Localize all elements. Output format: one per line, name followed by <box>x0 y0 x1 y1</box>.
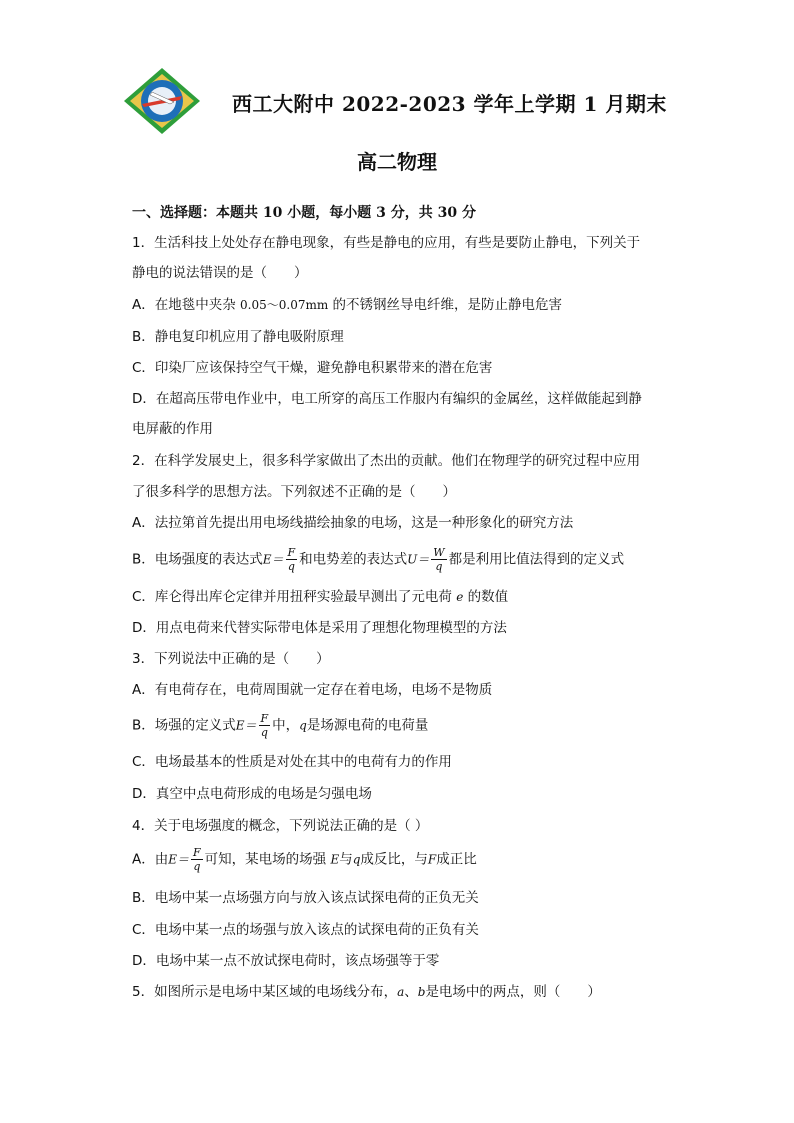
question-3-option-b <box>132 712 428 739</box>
option-text: A．在地毯中夹杂 <box>132 297 241 313</box>
question-1-option-d-line2: 电屏蔽的作用 <box>132 421 213 437</box>
numerator: F <box>193 846 201 859</box>
option-text: A．由 <box>132 851 169 868</box>
document-subtitle: 高二物理 <box>357 150 437 174</box>
variable: b <box>417 985 426 999</box>
school-emblem-icon <box>122 66 202 136</box>
numerator: F <box>287 546 296 559</box>
question-4-option-d: D．电场中某一点不放试探电荷时，该点场强等于零 <box>132 953 440 969</box>
question-2-option-a: A．法拉第首先提出用电场线描绘抽象的电场，这是一种形象化的研究方法 <box>132 515 574 531</box>
denominator: q <box>193 860 201 873</box>
question-1-option-b: B．静电复印机应用了静电吸附原理 <box>132 329 344 345</box>
variable: a <box>397 985 405 999</box>
option-text: 可知，某电场的场强 <box>204 851 331 868</box>
question-1-stem-line2: 静电的说法错误的是（ ） <box>132 265 308 281</box>
question-1-option-d-line1: D．在超高压带电作业中，电工所穿的高压工作服内有编织的金属丝，这样做能起到静 <box>132 391 642 407</box>
question-2-option-c <box>132 588 508 606</box>
question-2-option-b <box>132 546 624 573</box>
option-text: 和电势差的表达式 <box>299 551 408 568</box>
question-2-stem-line1: 2．在科学发展史上，很多科学家做出了杰出的贡献。他们在物理学的研究过程中应用 <box>132 453 641 469</box>
question-4-option-b: B．电场中某一点场强方向与放入该点试探电荷的正负无关 <box>132 890 479 906</box>
question-3-option-c: C．电场最基本的性质是对处在其中的电荷有力的作用 <box>132 754 452 770</box>
question-text: 5．如图所示是电场中某区域的电场线分布， <box>132 984 398 1000</box>
variable: E <box>330 852 340 867</box>
option-text: 的不锈钢丝导电纤维，是防止静电危害 <box>328 297 563 313</box>
option-text: 是场源电荷的电荷量 <box>306 717 429 734</box>
option-text: 成反比，与 <box>360 851 428 868</box>
question-4-stem: 4．关于电场强度的概念，下列说法正确的是（ ） <box>132 818 429 834</box>
question-4-option-a <box>132 846 477 873</box>
question-3-option-a: A．有电荷存在，电荷周围就一定存在着电场，电场不是物质 <box>132 682 493 698</box>
question-3-stem: 3．下列说法中正确的是（ ） <box>132 651 330 667</box>
question-2-option-d: D．用点电荷来代替实际带电体是采用了理想化物理模型的方法 <box>132 620 507 636</box>
denominator: q <box>260 726 268 739</box>
document-title: 西工大附中 2022-2023 学年上学期 1 月期末 <box>232 92 667 116</box>
option-text: 成正比 <box>436 851 477 868</box>
option-value: 0.05～0.07mm <box>240 298 329 312</box>
fraction <box>286 546 298 573</box>
option-text: 中， <box>272 717 300 734</box>
question-3-option-d: D．真空中点电荷形成的电场是匀强电场 <box>132 786 372 802</box>
fraction <box>259 712 271 739</box>
question-2-stem-line2: 了很多科学的思想方法。下列叙述不正确的是（ ） <box>132 484 456 500</box>
question-4-option-c: C．电场中某一点的场强与放入该点的试探电荷的正负有关 <box>132 922 479 938</box>
denominator: q <box>287 560 295 573</box>
question-5-stem <box>132 983 601 1001</box>
option-text: C．库仑得出库仑定律并用扭秤实验最早测出了元电荷 <box>132 589 457 605</box>
option-text: 都是利用比值法得到的定义式 <box>448 551 625 568</box>
option-text: 与 <box>339 851 353 868</box>
variable: q <box>299 718 307 733</box>
denominator: q <box>435 560 443 573</box>
formula-lhs: E＝ <box>262 552 284 567</box>
section-heading: 一、选择题：本题共 10 小题，每小题 3 分，共 30 分 <box>132 205 476 221</box>
option-text: B．场强的定义式 <box>132 717 236 734</box>
option-text: B．电场强度的表达式 <box>132 551 263 568</box>
fraction <box>191 846 203 873</box>
formula-lhs: U＝ <box>407 552 430 567</box>
variable: q <box>352 852 361 867</box>
numerator: W <box>433 546 445 559</box>
question-1-option-a <box>132 296 562 314</box>
question-text: 是电场中的两点，则（ ） <box>425 984 601 1000</box>
question-1-option-c: C．印染厂应该保持空气干燥，避免静电积累带来的潜在危害 <box>132 360 493 376</box>
variable: e <box>456 590 464 604</box>
question-text: 、 <box>404 984 418 1000</box>
formula-lhs: E＝ <box>168 852 190 867</box>
question-1-stem-line1: 1．生活科技上处处存在静电现象，有些是静电的应用，有些是要防止静电，下列关于 <box>132 235 641 251</box>
numerator: F <box>260 712 269 725</box>
fraction <box>431 546 446 573</box>
option-text: 的数值 <box>463 589 509 605</box>
formula-lhs: E＝ <box>235 718 257 733</box>
variable: F <box>427 852 437 867</box>
